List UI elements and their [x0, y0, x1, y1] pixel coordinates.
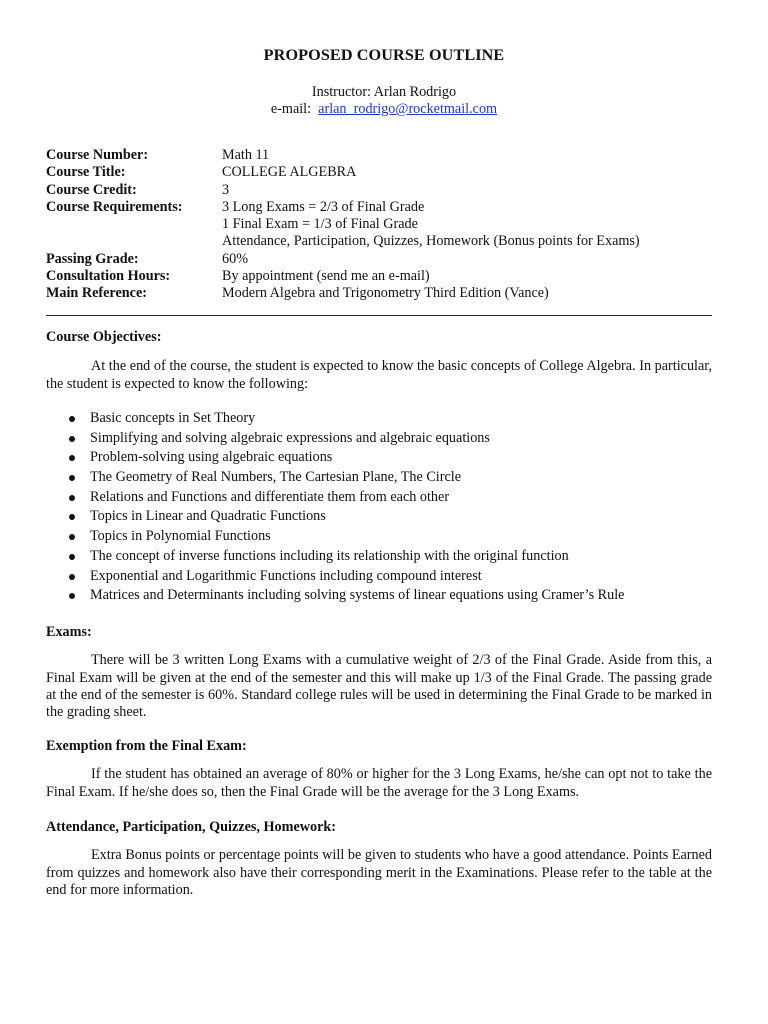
- list-item-text: Relations and Functions and differentiate them from each other: [90, 488, 450, 505]
- consultation-hours-label: Consultation Hours:: [46, 268, 171, 285]
- exams-text: There will be 3 written Long Exams with a cumulative weight of 2/3 of the Final Grade. Aside from this, a Final Exam will be given at the end of the semester and this will make up 1/3 of the Final Grade. The passing grade at the end of the semester is 60%. Standard college rules will be used in determining the Final Grade to be marked in the grading sheet.: [46, 652, 712, 721]
- main-reference-row: [46, 285, 726, 302]
- list-item-text: Topics in Linear and Quadratic Functions: [90, 508, 326, 525]
- consultation-hours-value: By appointment (send me an e-mail): [222, 268, 430, 285]
- objectives-section: [46, 329, 712, 393]
- bullet-icon: [69, 554, 75, 560]
- list-item-text: Problem-solving using algebraic equations: [90, 449, 333, 466]
- bullet-icon: [69, 534, 75, 540]
- bullet-icon: [69, 475, 75, 481]
- attendance-paragraph: [46, 847, 712, 899]
- course-number-value: Math 11: [222, 147, 270, 163]
- course-title-value: COLLEGE ALGEBRA: [222, 164, 357, 181]
- course-number-label: Course Number:: [46, 147, 149, 163]
- course-credit-row: [46, 182, 726, 199]
- objectives-intro-paragraph: [46, 358, 712, 393]
- course-title-row: [46, 164, 726, 181]
- exemption-paragraph: [46, 766, 712, 801]
- passing-grade-label: Passing Grade:: [46, 250, 139, 267]
- bullet-icon: [69, 416, 75, 422]
- email-link[interactable]: arlan_rodrigo@rocketmail.com: [318, 101, 498, 117]
- main-reference-label: Main Reference:: [46, 285, 147, 302]
- objectives-heading: Course Objectives:: [46, 329, 162, 345]
- passing-grade-row: [46, 251, 726, 268]
- course-requirement-item: 1 Final Exam = 1/3 of Final Grade: [222, 216, 418, 233]
- course-requirements-row: [46, 199, 726, 251]
- bullet-icon: [69, 455, 75, 461]
- list-item-text: Topics in Polynomial Functions: [90, 528, 271, 545]
- course-requirement-item: 3 Long Exams = 2/3 of Final Grade: [222, 198, 425, 215]
- course-credit-label: Course Credit:: [46, 181, 137, 198]
- exams-heading: Exams:: [46, 624, 92, 640]
- list-item-text: Exponential and Logarithmic Functions including compound interest: [90, 567, 482, 584]
- bullet-icon: [69, 495, 75, 501]
- course-number-row: [46, 147, 726, 164]
- list-item-text: Simplifying and solving algebraic expressions and algebraic equations: [90, 429, 490, 446]
- attendance-text: Extra Bonus points or percentage points will be given to students who have a good attendance. Points Earned from quizzes and homework also have their corresponding merit in the Examinations. Please refer to the table at the end for more information.: [46, 847, 712, 898]
- exemption-section: [46, 738, 712, 801]
- bullet-icon: [69, 436, 75, 442]
- list-item: [46, 488, 726, 508]
- horizontal-divider: [46, 315, 712, 316]
- main-reference-value: Modern Algebra and Trigonometry Third Edition (Vance): [222, 285, 549, 302]
- consultation-hours-row: [46, 268, 726, 285]
- list-item: [46, 468, 726, 488]
- list-item-text: Matrices and Determinants including solving systems of linear equations using Cramer’s Rule: [90, 587, 625, 604]
- objectives-intro-text: At the end of the course, the student is expected to know the basic concepts of College Algebra. In particular, the student is expected to know the following:: [46, 358, 712, 392]
- list-item-text: Basic concepts in Set Theory: [90, 410, 256, 426]
- list-item: [46, 586, 726, 606]
- attendance-section: [46, 819, 712, 899]
- list-item: [46, 429, 726, 449]
- email-line: [0, 101, 768, 118]
- list-item: [46, 507, 726, 527]
- list-item: [46, 448, 726, 468]
- list-item: [46, 567, 726, 587]
- course-requirements-label: Course Requirements:: [46, 198, 183, 215]
- attendance-heading: Attendance, Participation, Quizzes, Homework:: [46, 819, 337, 835]
- document-title: PROPOSED COURSE OUTLINE: [263, 46, 505, 64]
- objectives-list: [46, 409, 726, 606]
- exemption-text: If the student has obtained an average of 80% or higher for the 3 Long Exams, he/she can opt not to take the Final Exam. If he/she does so, then the Final Grade will be the average for the 3 Long Exams.: [46, 766, 712, 800]
- exemption-heading: Exemption from the Final Exam:: [46, 738, 247, 754]
- passing-grade-value: 60%: [222, 250, 249, 267]
- list-item: [46, 409, 726, 429]
- course-title-label: Course Title:: [46, 164, 126, 181]
- course-info: [46, 147, 726, 303]
- bullet-icon: [69, 574, 75, 580]
- bullet-icon: [69, 593, 75, 599]
- email-label: e-mail:: [270, 101, 319, 117]
- exams-paragraph: [46, 652, 712, 721]
- course-requirement-item: Attendance, Participation, Quizzes, Homework (Bonus points for Exams): [222, 233, 640, 250]
- list-item: [46, 527, 726, 547]
- bullet-icon: [69, 514, 75, 520]
- list-item-text: The concept of inverse functions including its relationship with the original function: [90, 547, 569, 564]
- exams-section: [46, 624, 712, 721]
- list-item-text: The Geometry of Real Numbers, The Cartesian Plane, The Circle: [90, 469, 461, 486]
- course-credit-value: 3: [222, 181, 230, 198]
- list-item: [46, 547, 726, 567]
- instructor-line: Instructor: Arlan Rodrigo: [311, 84, 457, 100]
